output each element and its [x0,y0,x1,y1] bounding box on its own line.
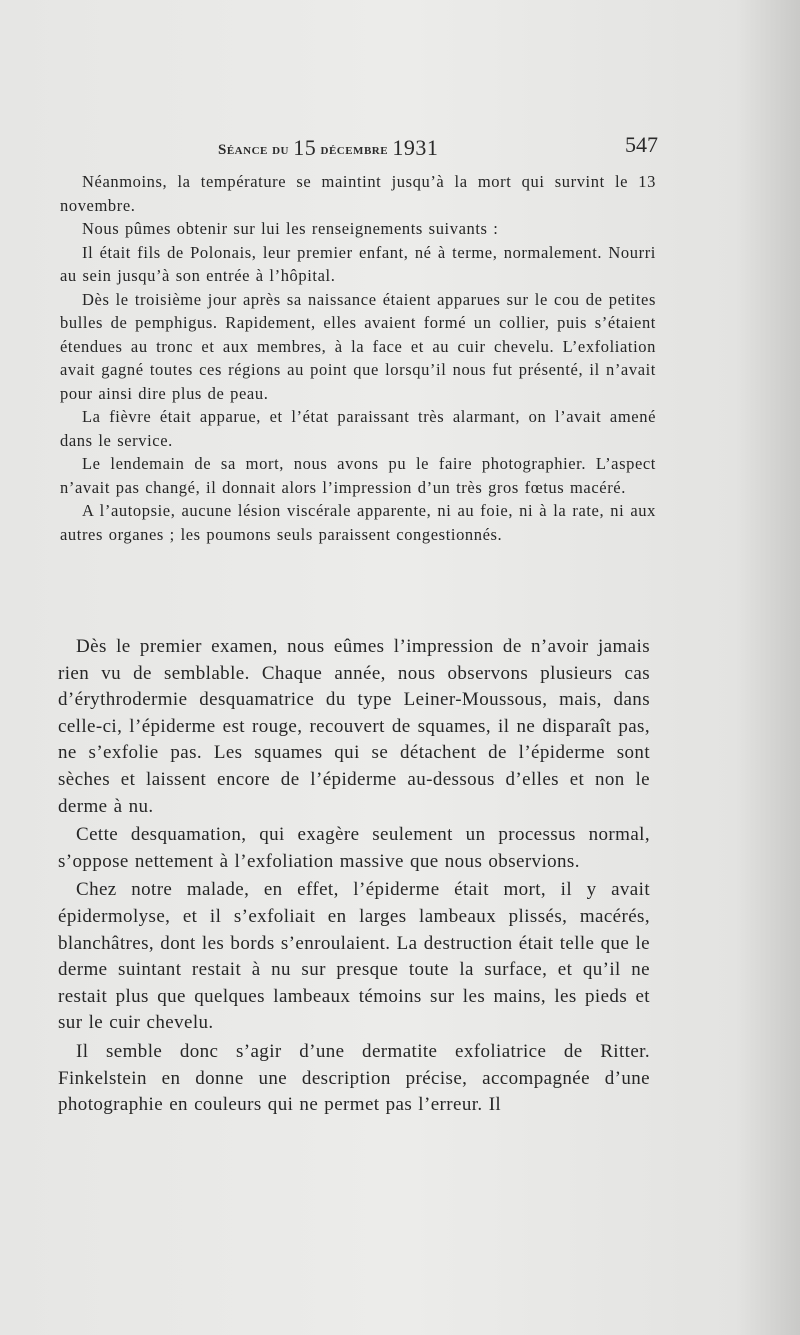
paragraph: Cette desquamation, qui exagère seulement un processus normal, s’oppose nettement à l’exfoliation massive que nous observions. [58,824,650,872]
paragraph: Chez notre malade, en effet, l’épiderme était mort, il y avait épidermolyse, et il s’exfoliait en larges lambeaux plissés, macérés, blanchâtres, dont les bords s’enroulaient. La destruction était telle que le derme suintant restait à nu sur presque toute la surface, et qu’il ne restait plus que quelques lambeaux témoins sur les mains, les pieds et sur le cuir chevelu. [58,879,650,1034]
header-title-prefix: Séance du [218,142,294,158]
header-title-month: décembre [316,142,393,158]
header-title-day: 15 [293,135,317,160]
case-report-block [60,170,656,546]
paragraph: La fièvre était apparue, et l’état paraissant très alarmant, on l’avait amené dans le service. [60,407,656,450]
running-header-title [218,134,438,160]
page-number: 547 [625,132,658,157]
paragraph: Dès le troisième jour après sa naissance étaient apparues sur le cou de petites bulles de pemphigus. Rapidement, elles avaient formé un collier, puis s’étaient étendues au tronc et aux membres, à la face et au cuir chevelu. L’exfoliation avait gagné toutes ces régions au point que lorsqu’il nous fut présenté, il n’avait pour ainsi dire plus de peau. [60,289,656,403]
running-header [218,130,658,160]
paragraph: A l’autopsie, aucune lésion viscérale apparente, ni au foie, ni à la rate, ni aux autres organes ; les poumons seuls paraissent congestionnés. [60,501,656,544]
paragraph: Nous pûmes obtenir sur lui les renseignements suivants : [82,219,499,238]
discussion-block [58,634,650,1121]
paragraph: Le lendemain de sa mort, nous avons pu le faire photographier. L’aspect n’avait pas changé, il donnait alors l’impression d’un très gros fœtus macéré. [60,454,656,497]
paragraph: Il était fils de Polonais, leur premier enfant, né à terme, normalement. Nourri au sein jusqu’à son entrée à l’hôpital. [60,242,656,285]
header-title-year: 1931 [392,135,439,160]
paragraph: Il semble donc s’agir d’une dermatite exfoliatrice de Ritter. Finkelstein en donne une description précise, accompagnée d’une photographie en couleurs qui ne permet pas l’erreur. Il [58,1040,650,1116]
paragraph: Néanmoins, la température se maintint jusqu’à la mort qui survint le 13 novembre. [60,172,656,215]
paragraph: Dès le premier examen, nous eûmes l’impression de n’avoir jamais rien vu de semblable. Chaque année, nous observons plusieurs cas d’érythrodermie desquamatrice du type Leiner-Moussous, mais, dans celle-ci, l’épiderme est rouge, recouvert de squames, il ne disparaît pas, ne s’exfolie pas. Les squames qui se détachent de l’épiderme sont sèches et laissent encore de l’épiderme au-dessous d’elles et non le derme à nu. [58,636,650,817]
